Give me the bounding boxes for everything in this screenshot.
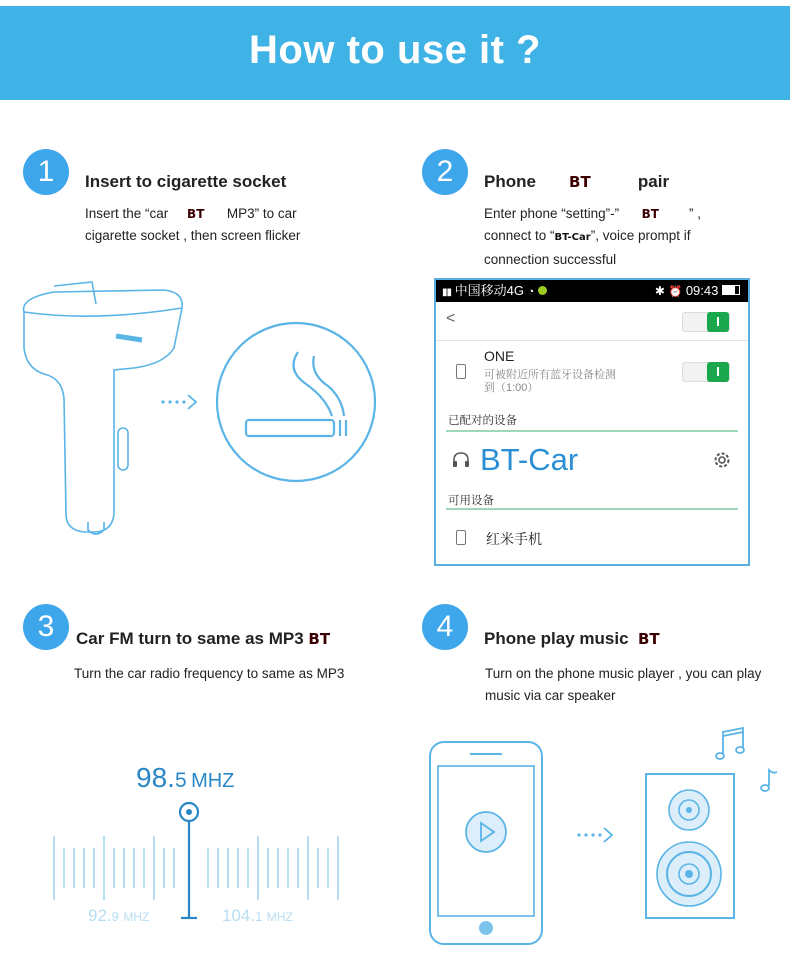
back-icon[interactable]: <: [446, 310, 456, 327]
headphones-icon: [452, 451, 470, 469]
carrier-label: ▮▮ 中国移动4G ◔: [442, 280, 547, 304]
step-1-title: Insert to cigarette socket: [85, 172, 287, 191]
bt-label: BT: [638, 630, 660, 648]
status-clock: ✱ ⏰ 09:43: [655, 280, 740, 303]
visibility-toggle[interactable]: [682, 362, 730, 382]
bluetooth-icon: ✱: [654, 284, 665, 298]
phone-icon: [456, 530, 466, 545]
bt-car-label: BT-Car: [554, 232, 591, 243]
arrow-dots-icon: [576, 825, 616, 845]
app-badge-icon: [538, 286, 547, 295]
gear-icon[interactable]: [712, 450, 732, 470]
header-banner: [0, 6, 790, 100]
step-4-title: Phone play music BT: [484, 629, 660, 648]
bt-label: BT: [308, 630, 331, 648]
step-1-description: Insert the “car BT MP3” to car cigarette socket , then screen flicker: [85, 206, 301, 243]
bt-label: BT: [187, 207, 205, 221]
step-2-description: Enter phone “setting”-” BT ” , connect to “BT-Car”, voice prompt if connection successful: [484, 206, 701, 267]
bluetooth-settings-screenshot: [434, 278, 750, 566]
available-device-name[interactable]: 红米手机: [486, 531, 542, 547]
step-4-badge: 4: [422, 604, 468, 650]
step-2-title: Phone BT pair: [484, 172, 670, 191]
paired-device-name[interactable]: BT-Car: [480, 442, 579, 477]
cigarette-socket-icon: [214, 320, 384, 490]
battery-icon: [722, 285, 740, 295]
available-devices-label: 可用设备: [448, 495, 494, 507]
arrow-dots-icon: [160, 392, 200, 412]
status-bar: [436, 280, 748, 302]
paired-devices-label: 已配对的设备: [448, 415, 517, 427]
alarm-icon: ⏰: [668, 286, 683, 298]
step-2-badge: 2: [422, 149, 468, 195]
music-notes-icon: [715, 726, 785, 802]
device-one-visibility: 可被附近所有蓝牙设备检测 到（1:00）: [484, 369, 616, 394]
frequency-left: 92.9 MHZ: [88, 906, 150, 925]
smartphone-illustration: [428, 740, 544, 946]
step-3-description: Turn the car radio frequency to same as MP3: [74, 666, 345, 681]
bluetooth-toggle[interactable]: [682, 312, 730, 332]
step-3-badge: 3: [23, 604, 69, 650]
step-4-description: Turn on the phone music player , you can play music via car speaker: [485, 666, 762, 703]
current-frequency: 98.5 MHZ: [136, 762, 235, 793]
page-title: How to use it ?: [249, 28, 541, 72]
device-one-name: ONE: [484, 348, 515, 364]
signal-icon: ▮▮: [442, 287, 452, 298]
frequency-right: 104.1 MHZ: [222, 906, 293, 925]
bt-label: BT: [569, 173, 591, 191]
step-3-title: Car FM turn to same as MP3 BT: [76, 629, 331, 648]
phone-icon: [456, 364, 466, 379]
step-1-badge: 1: [23, 149, 69, 195]
bt-label: BT: [641, 207, 659, 221]
wifi-icon: ◔: [527, 286, 535, 298]
